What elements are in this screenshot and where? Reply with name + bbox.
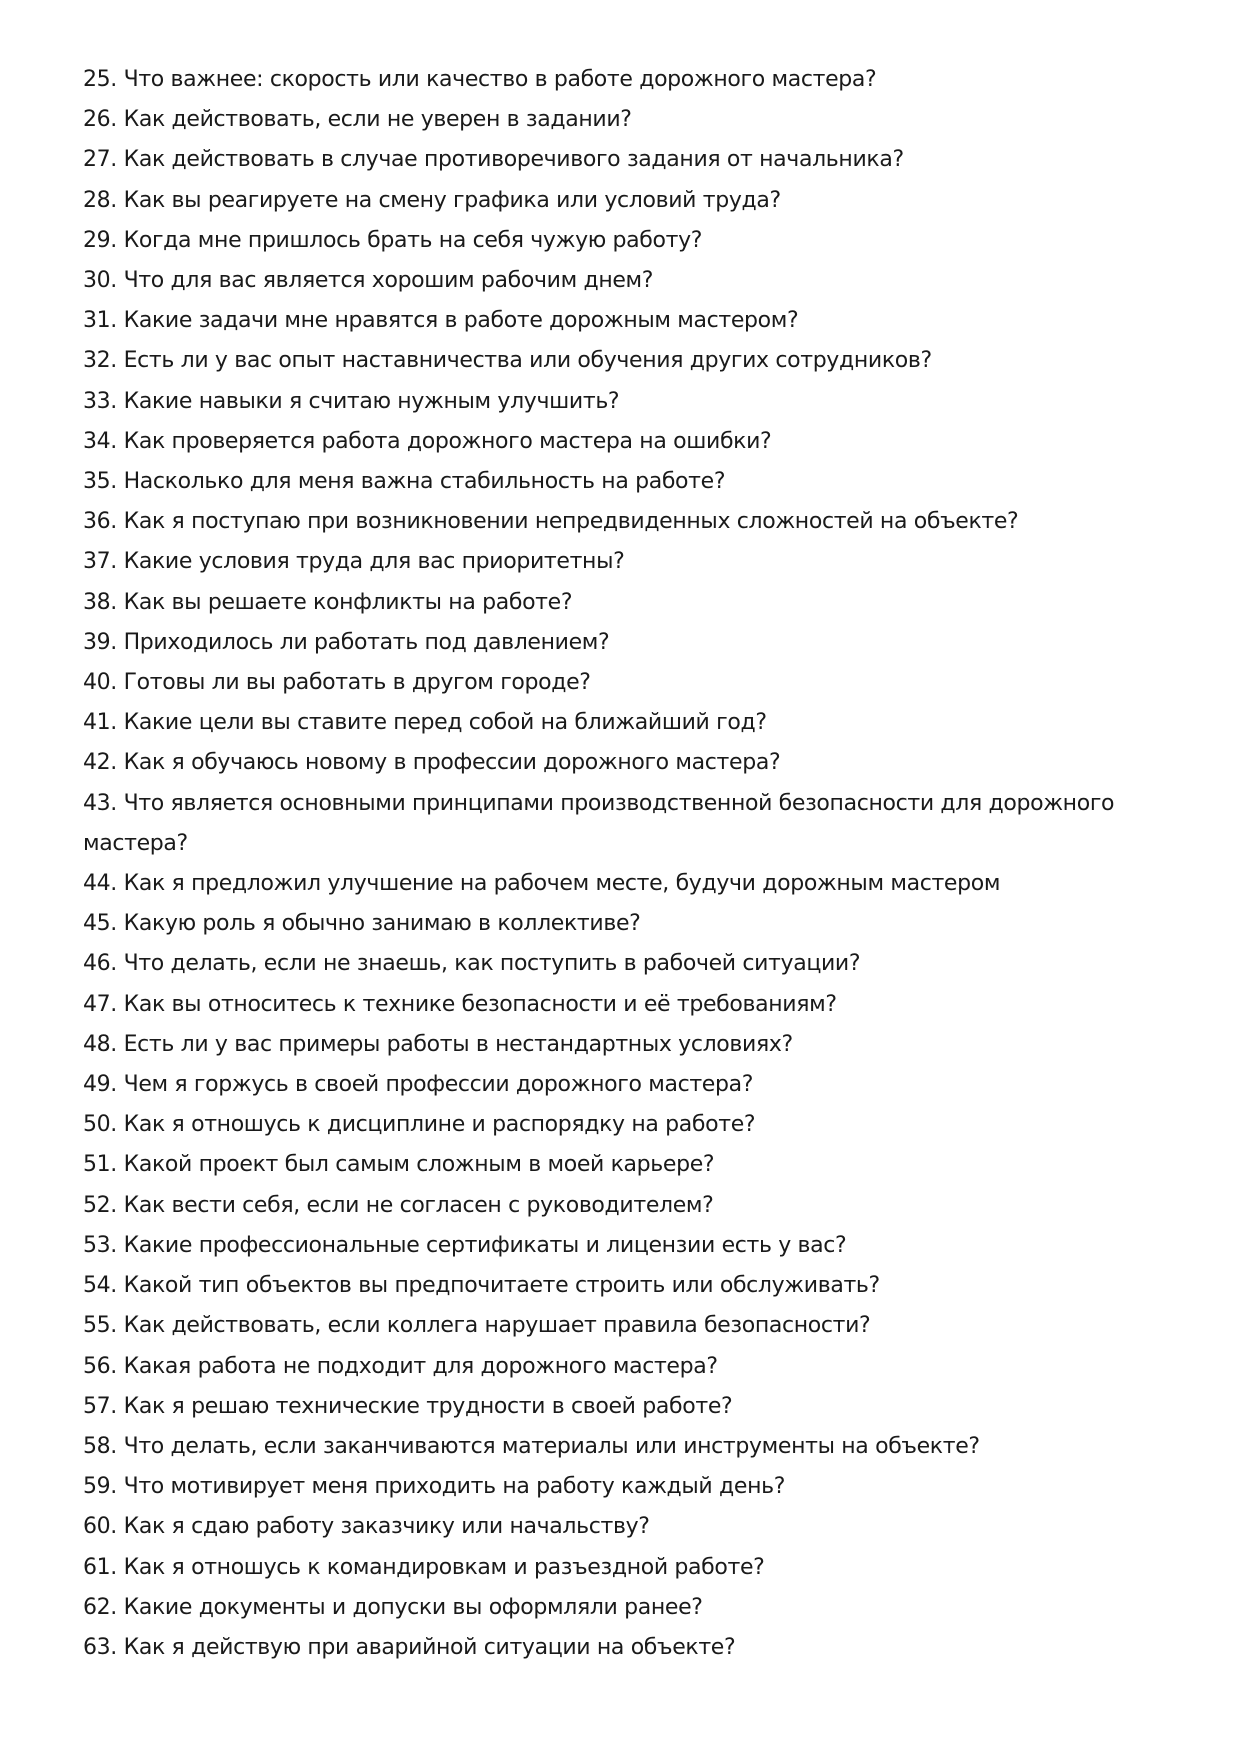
question-item: 53. Какие профессиональные сертификаты и лицензии есть у вас? (83, 1232, 847, 1258)
question-item: 29. Когда мне пришлось брать на себя чужую работу? (83, 227, 703, 253)
question-item: 56. Какая работа не подходит для дорожного мастера? (83, 1353, 718, 1379)
question-item: 52. Как вести себя, если не согласен с руководителем? (83, 1192, 714, 1218)
question-item: 47. Как вы относитесь к технике безопасности и её требованиям? (83, 991, 837, 1017)
question-item: 46. Что делать, если не знаешь, как поступить в рабочей ситуации? (83, 951, 861, 977)
question-item: 51. Какой проект был самым сложным в моей карьере? (83, 1152, 715, 1178)
question-item: 58. Что делать, если заканчиваются материалы или инструменты на объекте? (83, 1433, 980, 1459)
question-item: 55. Как действовать, если коллега нарушает правила безопасности? (83, 1313, 871, 1339)
question-item: 42. Как я обучаюсь новому в профессии дорожного мастера? (83, 750, 781, 776)
question-item: 40. Готовы ли вы работать в другом городе? (83, 670, 591, 696)
question-item: 27. Как действовать в случае противоречивого задания от начальника? (83, 147, 904, 173)
question-item: 34. Как проверяется работа дорожного мастера на ошибки? (83, 428, 772, 454)
question-item: 63. Как я действую при аварийной ситуации на объекте? (83, 1634, 736, 1660)
question-item: 54. Какой тип объектов вы предпочитаете строить или обслуживать? (83, 1273, 880, 1299)
question-item: 28. Как вы реагируете на смену графика или условий труда? (83, 187, 781, 213)
question-item: 33. Какие навыки я считаю нужным улучшить? (83, 388, 620, 414)
question-list (83, 60, 1163, 1668)
question-item: 37. Какие условия труда для вас приоритетны? (83, 549, 625, 575)
question-item: 32. Есть ли у вас опыт наставничества или обучения других сотрудников? (83, 348, 932, 374)
question-item: 30. Что для вас является хорошим рабочим днем? (83, 268, 654, 294)
question-item: 57. Как я решаю технические трудности в своей работе? (83, 1393, 733, 1419)
question-item: 35. Насколько для меня важна стабильность на работе? (83, 469, 726, 495)
question-item: 25. Что важнее: скорость или качество в работе дорожного мастера? (83, 67, 877, 92)
question-item: 50. Как я отношусь к дисциплине и распорядку на работе? (83, 1112, 756, 1138)
question-item: 38. Как вы решаете конфликты на работе? (83, 589, 573, 615)
question-item: 43. Что является основными принципами производственной безопасности для дорожного мастера? (83, 790, 1115, 856)
question-item: 44. Как я предложил улучшение на рабочем месте, будучи дорожным мастером (83, 871, 1001, 897)
question-item: 26. Как действовать, если не уверен в задании? (83, 107, 632, 133)
question-item: 60. Как я сдаю работу заказчику или начальству? (83, 1514, 650, 1540)
question-item: 59. Что мотивирует меня приходить на работу каждый день? (83, 1474, 786, 1500)
question-item: 62. Какие документы и допуски вы оформляли ранее? (83, 1594, 703, 1620)
question-item: 31. Какие задачи мне нравятся в работе дорожным мастером? (83, 308, 799, 334)
question-item: 49. Чем я горжусь в своей профессии дорожного мастера? (83, 1072, 754, 1098)
question-item: 39. Приходилось ли работать под давлением? (83, 629, 610, 655)
question-item: 41. Какие цели вы ставите перед собой на ближайший год? (83, 710, 767, 736)
question-item: 48. Есть ли у вас примеры работы в нестандартных условиях? (83, 1031, 793, 1057)
question-item: 61. Как я отношусь к командировкам и разъездной работе? (83, 1554, 765, 1580)
question-item: 45. Какую роль я обычно занимаю в коллективе? (83, 911, 641, 937)
question-item: 36. Как я поступаю при возникновении непредвиденных сложностей на объекте? (83, 509, 1019, 535)
